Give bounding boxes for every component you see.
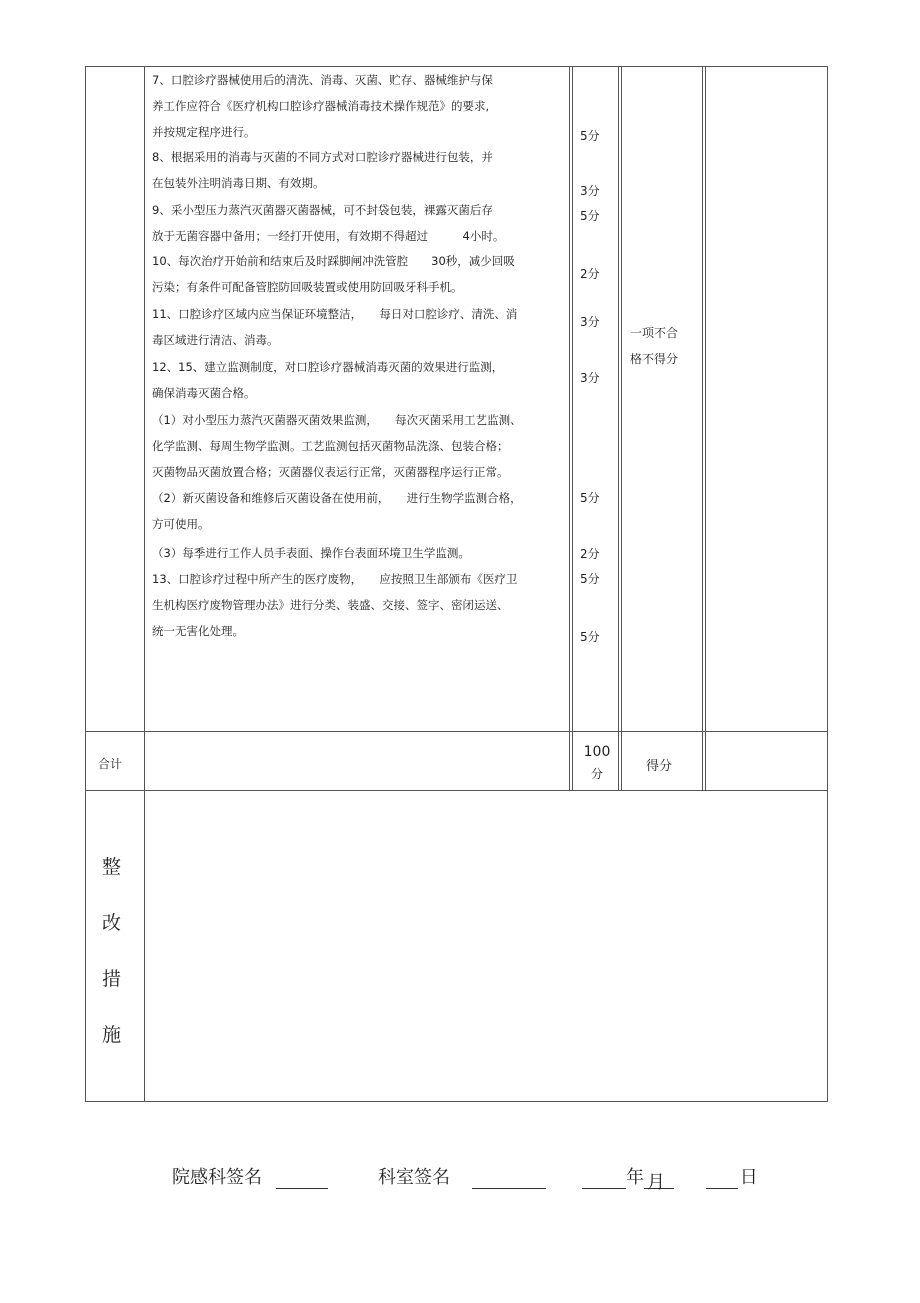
dept-signature: 科室签名 (378, 1163, 546, 1189)
score-item-12: 3分 (580, 371, 600, 385)
score-item-7: 5分 (580, 129, 600, 143)
col-divider-4 (702, 66, 703, 791)
rectification-content-area[interactable] (146, 792, 826, 1100)
result-label: 得分 (646, 759, 673, 774)
score-item-13a: 5分 (580, 572, 600, 586)
score-item-10: 2分 (580, 267, 600, 281)
infection-dept-signature: 院感科签名 (172, 1163, 328, 1189)
inspection-item-10: 10、每次治疗开始前和结束后及时踩脚闸冲洗管腔 30秒，减少回吸 污染；有条件可配备管腔防回吸装置或使用防回吸牙科手机。 (152, 254, 515, 294)
month-blank[interactable]: 月 (644, 1172, 674, 1189)
year-blank[interactable] (582, 1172, 626, 1189)
col-divider-1 (144, 66, 145, 1102)
table-left-border (85, 66, 86, 1102)
inspection-item-7: 7、口腔诊疗器械使用后的清洗、消毒、灭菌、贮存、器械维护与保 养工作应符合《医疗机构口腔诊疗器械消毒技术操作规范》的要求, 并按规定程序进行。 (152, 73, 493, 139)
dept-signature-blank[interactable] (472, 1172, 546, 1189)
score-item-12-2: 5分 (580, 491, 600, 505)
inspection-item-12-1: （1）对小型压力蒸汽灭菌器灭菌效果监测， 每次灭菌采用工艺监测、 化学监测、每周生物学监测。工艺监测包括灭菌物品洗涤、包装合格； 灭菌物品灭菌放置合格；灭菌器仪表运行正常，灭菌器程序运行正常。 (152, 413, 522, 479)
total-row-bottom-border (85, 790, 828, 791)
sign-date: 年 月 日 (582, 1163, 758, 1189)
score-item-11: 3分 (580, 315, 600, 329)
table-right-border (827, 66, 828, 1102)
deduction-rule: 一项不合 格不得分 (630, 326, 679, 366)
col-divider-4b (705, 66, 706, 791)
total-label: 合计 (98, 757, 123, 771)
table-bottom-border (85, 1101, 828, 1102)
infection-signature-blank[interactable] (276, 1172, 328, 1189)
inspection-item-8: 8、根据采用的消毒与灭菌的不同方式对口腔诊疗器械进行包装，并 在包装外注明消毒日期、有效期。 (152, 150, 493, 190)
inspection-item-12-2: （2）新灭菌设备和维修后灭菌设备在使用前， 进行生物学监测合格， 方可使用。 (152, 491, 522, 531)
inspection-item-11: 11、口腔诊疗区域内应当保证环境整洁， 每日对口腔诊疗、清洗、消 毒区域进行清洁、消毒。 (152, 307, 518, 347)
day-blank[interactable] (706, 1172, 738, 1189)
inspection-item-13: 13、口腔诊疗过程中所产生的医疗废物， 应按照卫生部颁布《医疗卫 生机构医疗废物管理办法》进行分类、装盛、交接、签字、密闭运送、 统一无害化处理。 (152, 572, 518, 638)
col-divider-2b (572, 66, 573, 791)
total-score: 100 分 (583, 744, 611, 781)
score-item-9: 5分 (580, 209, 600, 223)
total-row-top-border (85, 731, 828, 732)
rectification-label: 整 改 措 施 (102, 856, 122, 1046)
col-divider-3b (621, 66, 622, 791)
inspection-item-9: 9、采小型压力蒸汽灭菌器灭菌器械，可不封袋包装，裸露灭菌后存 放于无菌容器中备用；一经打开使用，有效期不得超过 4小时。 (152, 203, 505, 243)
score-item-13b: 5分 (580, 630, 600, 644)
inspection-item-12-3: （3）每季进行工作人员手表面、操作台表面环境卫生学监测。 (152, 546, 470, 560)
col-divider-3 (618, 66, 619, 791)
col-divider-2 (569, 66, 570, 791)
inspection-item-12: 12、15、建立监测制度，对口腔诊疗器械消毒灭菌的效果进行监测， 确保消毒灭菌合格。 (152, 360, 504, 400)
score-item-12-3: 2分 (580, 547, 600, 561)
score-item-8: 3分 (580, 184, 600, 198)
